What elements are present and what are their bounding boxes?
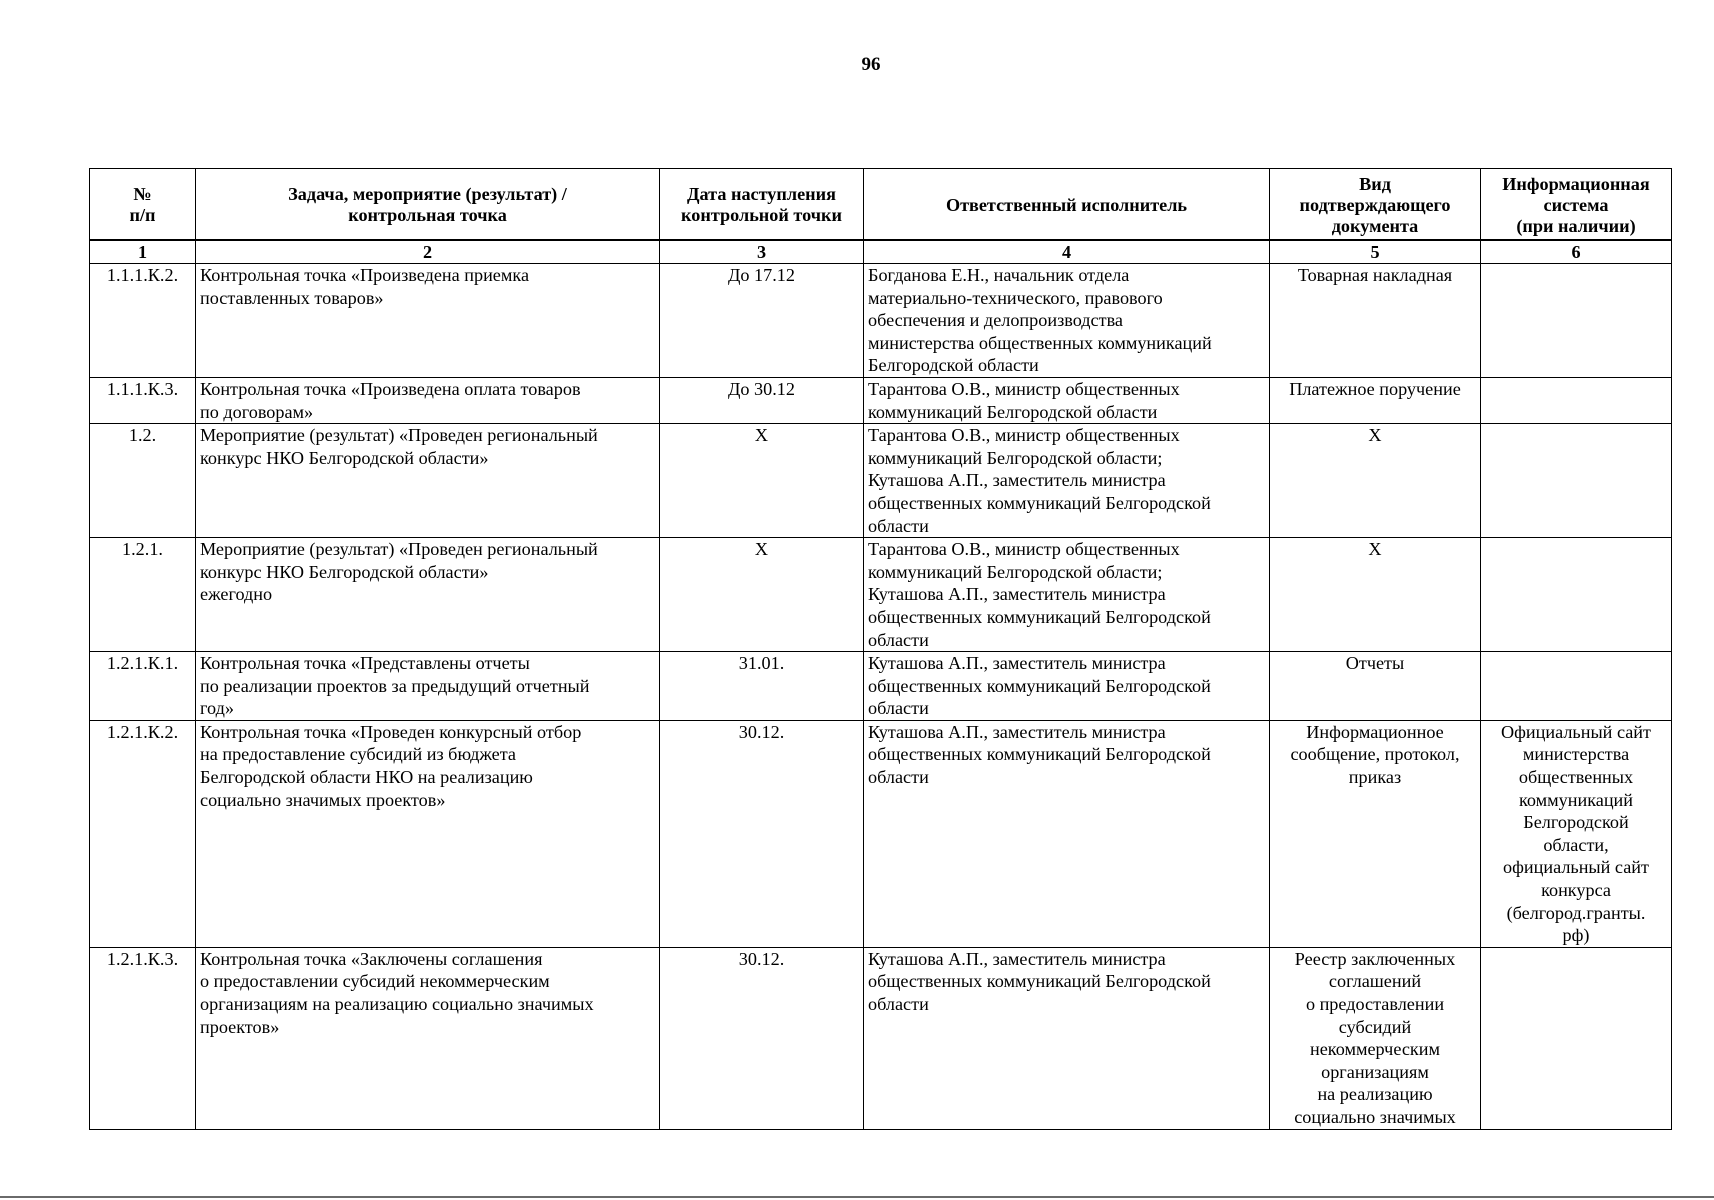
system-cell: Официальный сайт министерства общественных коммуникаций Белгородской области, официальный сайт конкурса (белгород.гранты. рф): [1481, 720, 1672, 947]
row-number-cell: 1.2.1.К.3.: [90, 947, 196, 1129]
column-number: 5: [1270, 240, 1481, 264]
column-number: 6: [1481, 240, 1672, 264]
table-body: [90, 264, 1672, 1130]
table-row: [90, 538, 1672, 652]
task-cell: Мероприятие (результат) «Проведен региональный конкурс НКО Белгородской области»: [196, 424, 660, 538]
executor-cell: Куташова А.П., заместитель министра общественных коммуникаций Белгородской области: [864, 720, 1270, 947]
header-system: Информационная система (при наличии): [1481, 169, 1672, 241]
executor-cell: Тарантова О.В., министр общественных коммуникаций Белгородской области: [864, 377, 1270, 423]
table-row: [90, 264, 1672, 378]
task-cell: Контрольная точка «Произведена оплата товаров по договорам»: [196, 377, 660, 423]
task-cell: Контрольная точка «Проведен конкурсный отбор на предоставление субсидий из бюджета Белгородской области НКО на реализацию социально значимых проектов»: [196, 720, 660, 947]
system-cell: [1481, 947, 1672, 1129]
table-row: [90, 424, 1672, 538]
page-number: 96: [861, 54, 881, 75]
column-number: 3: [660, 240, 864, 264]
date-cell: До 30.12: [660, 377, 864, 423]
date-cell: 30.12.: [660, 947, 864, 1129]
table-row: [90, 720, 1672, 947]
table-header-row: [90, 169, 1672, 241]
header-task: Задача, мероприятие (результат) / контрольная точка: [196, 169, 660, 241]
row-number-cell: 1.2.1.: [90, 538, 196, 652]
date-cell: X: [660, 538, 864, 652]
row-number-cell: 1.2.: [90, 424, 196, 538]
header-document: Вид подтверждающего документа: [1270, 169, 1481, 241]
row-number-cell: 1.1.1.К.2.: [90, 264, 196, 378]
date-cell: X: [660, 424, 864, 538]
column-number: 4: [864, 240, 1270, 264]
executor-cell: Тарантова О.В., министр общественных коммуникаций Белгородской области; Куташова А.П., заместитель министра общественных коммуникаций Белгородской области: [864, 424, 1270, 538]
date-cell: До 17.12: [660, 264, 864, 378]
column-number-row: [90, 240, 1672, 264]
document-cell: X: [1270, 424, 1481, 538]
date-cell: 30.12.: [660, 720, 864, 947]
executor-cell: Тарантова О.В., министр общественных коммуникаций Белгородской области; Куташова А.П., заместитель министра общественных коммуникаций Белгородской области: [864, 538, 1270, 652]
table-row: [90, 947, 1672, 1129]
document-cell: Отчеты: [1270, 652, 1481, 721]
system-cell: [1481, 652, 1672, 721]
column-number: 1: [90, 240, 196, 264]
task-cell: Контрольная точка «Произведена приемка поставленных товаров»: [196, 264, 660, 378]
system-cell: [1481, 538, 1672, 652]
header-date: Дата наступления контрольной точки: [660, 169, 864, 241]
header-executor: Ответственный исполнитель: [864, 169, 1270, 241]
row-number-cell: 1.2.1.К.1.: [90, 652, 196, 721]
document-cell: Реестр заключенных соглашений о предоставлении субсидий некоммерческим организациям на реализацию социально значимых: [1270, 947, 1481, 1129]
task-cell: Мероприятие (результат) «Проведен региональный конкурс НКО Белгородской области» ежегодно: [196, 538, 660, 652]
executor-cell: Куташова А.П., заместитель министра общественных коммуникаций Белгородской области: [864, 652, 1270, 721]
control-points-table: [89, 168, 1672, 1130]
task-cell: Контрольная точка «Заключены соглашения о предоставлении субсидий некоммерческим организациям на реализацию социально значимых проектов»: [196, 947, 660, 1129]
executor-cell: Куташова А.П., заместитель министра общественных коммуникаций Белгородской области: [864, 947, 1270, 1129]
date-cell: 31.01.: [660, 652, 864, 721]
row-number-cell: 1.1.1.К.3.: [90, 377, 196, 423]
row-number-cell: 1.2.1.К.2.: [90, 720, 196, 947]
document-cell: Платежное поручение: [1270, 377, 1481, 423]
system-cell: [1481, 424, 1672, 538]
document-cell: Информационное сообщение, протокол, приказ: [1270, 720, 1481, 947]
system-cell: [1481, 264, 1672, 378]
document-cell: X: [1270, 538, 1481, 652]
table-row: [90, 652, 1672, 721]
document-cell: Товарная накладная: [1270, 264, 1481, 378]
column-number: 2: [196, 240, 660, 264]
task-cell: Контрольная точка «Представлены отчеты по реализации проектов за предыдущий отчетный год»: [196, 652, 660, 721]
executor-cell: Богданова Е.Н., начальник отдела материально-технического, правового обеспечения и делопроизводства министерства общественных коммуникаций Белгородской области: [864, 264, 1270, 378]
table-row: [90, 377, 1672, 423]
bottom-rule: [0, 1196, 1714, 1198]
header-num: № п/п: [90, 169, 196, 241]
system-cell: [1481, 377, 1672, 423]
